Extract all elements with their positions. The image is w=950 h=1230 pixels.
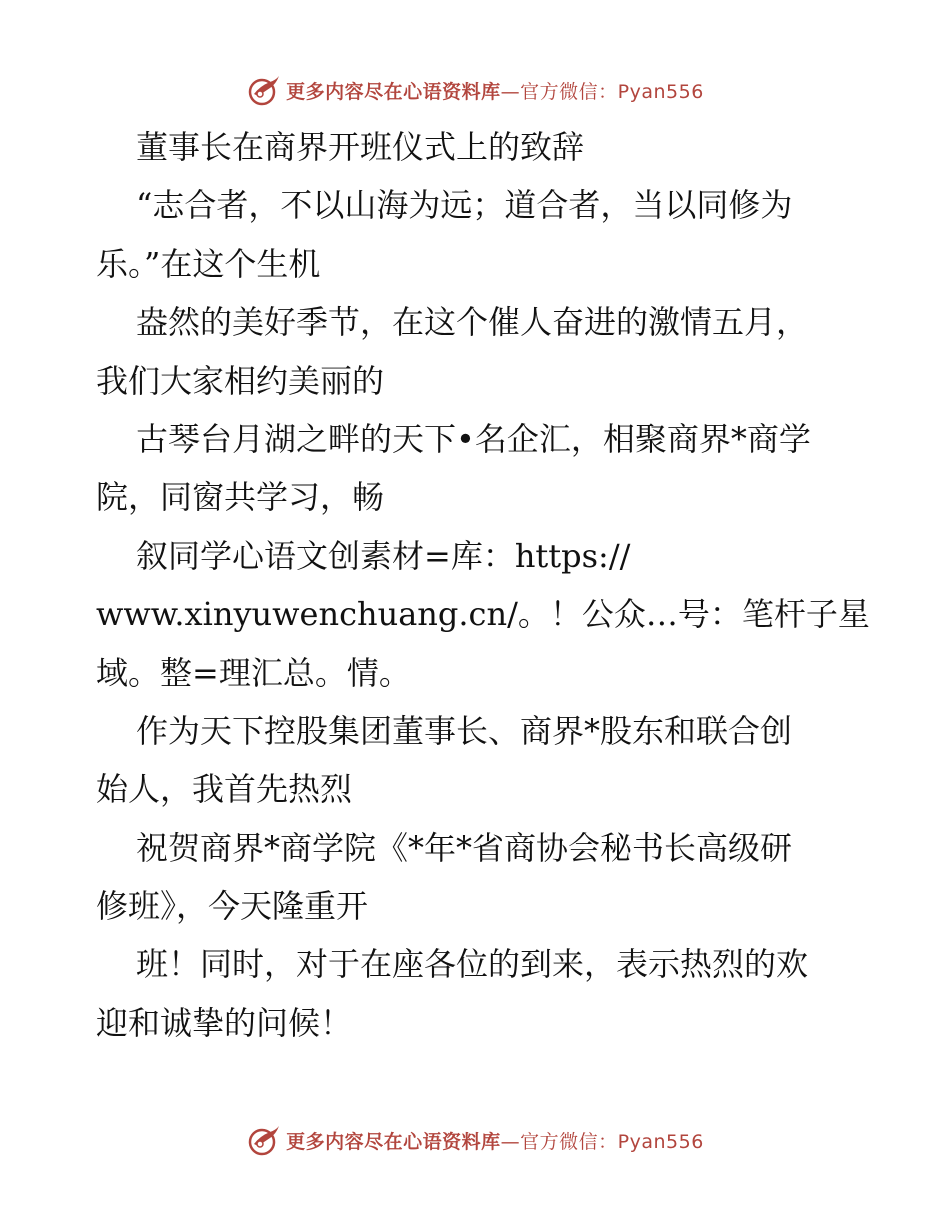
quill-logo-icon [246,1122,282,1158]
doc-line: 域。整=理汇总。情。 [96,653,411,692]
banner-brand: 更多内容尽在心语资料库 [286,1130,501,1153]
banner-suffix: 官方微信：Pyan556 [520,80,704,103]
doc-line: 院，同窗共学习，畅 [96,478,385,517]
banner-text [286,1127,704,1154]
doc-line: 祝贺商界*商学院《*年*省商协会秘书长高级研 [136,828,793,867]
banner-brand: 更多内容尽在心语资料库 [286,80,501,103]
doc-title: 董事长在商界开班仪式上的致辞 [136,128,585,166]
document-body [96,118,870,1052]
doc-line: 叙同学心语文创素材=库：https:// [136,536,631,575]
doc-line: 始人，我首先热烈 [96,770,353,809]
doc-line: 迎和诚挚的问候！ [96,1003,353,1042]
doc-line: 盎然的美好季节，在这个催人奋进的激情五月， [136,303,809,342]
banner-separator: — [500,80,521,103]
doc-line: 我们大家相约美丽的 [96,361,385,400]
doc-line: 乐。”在这个生机 [96,244,321,283]
banner-suffix: 官方微信：Pyan556 [520,1130,704,1153]
doc-line: “志合者，不以山海为远；道合者，当以同修为 [136,186,793,225]
header-banner [0,70,950,110]
banner-separator: — [500,1130,521,1153]
doc-line: 古琴台月湖之畔的天下•名企汇，相聚商界*商学 [136,419,811,458]
doc-line: 班！同时，对于在座各位的到来，表示热烈的欢 [136,945,809,984]
doc-line: www.xinyuwenchuang.cn/。！公众…号：笔杆子星 [96,595,870,634]
doc-line: 修班》，今天隆重开 [96,887,369,926]
quill-logo-icon [246,72,282,108]
footer-banner [0,1120,950,1160]
banner-text [286,77,704,104]
doc-line: 作为天下控股集团董事长、商界*股东和联合创 [136,711,793,750]
